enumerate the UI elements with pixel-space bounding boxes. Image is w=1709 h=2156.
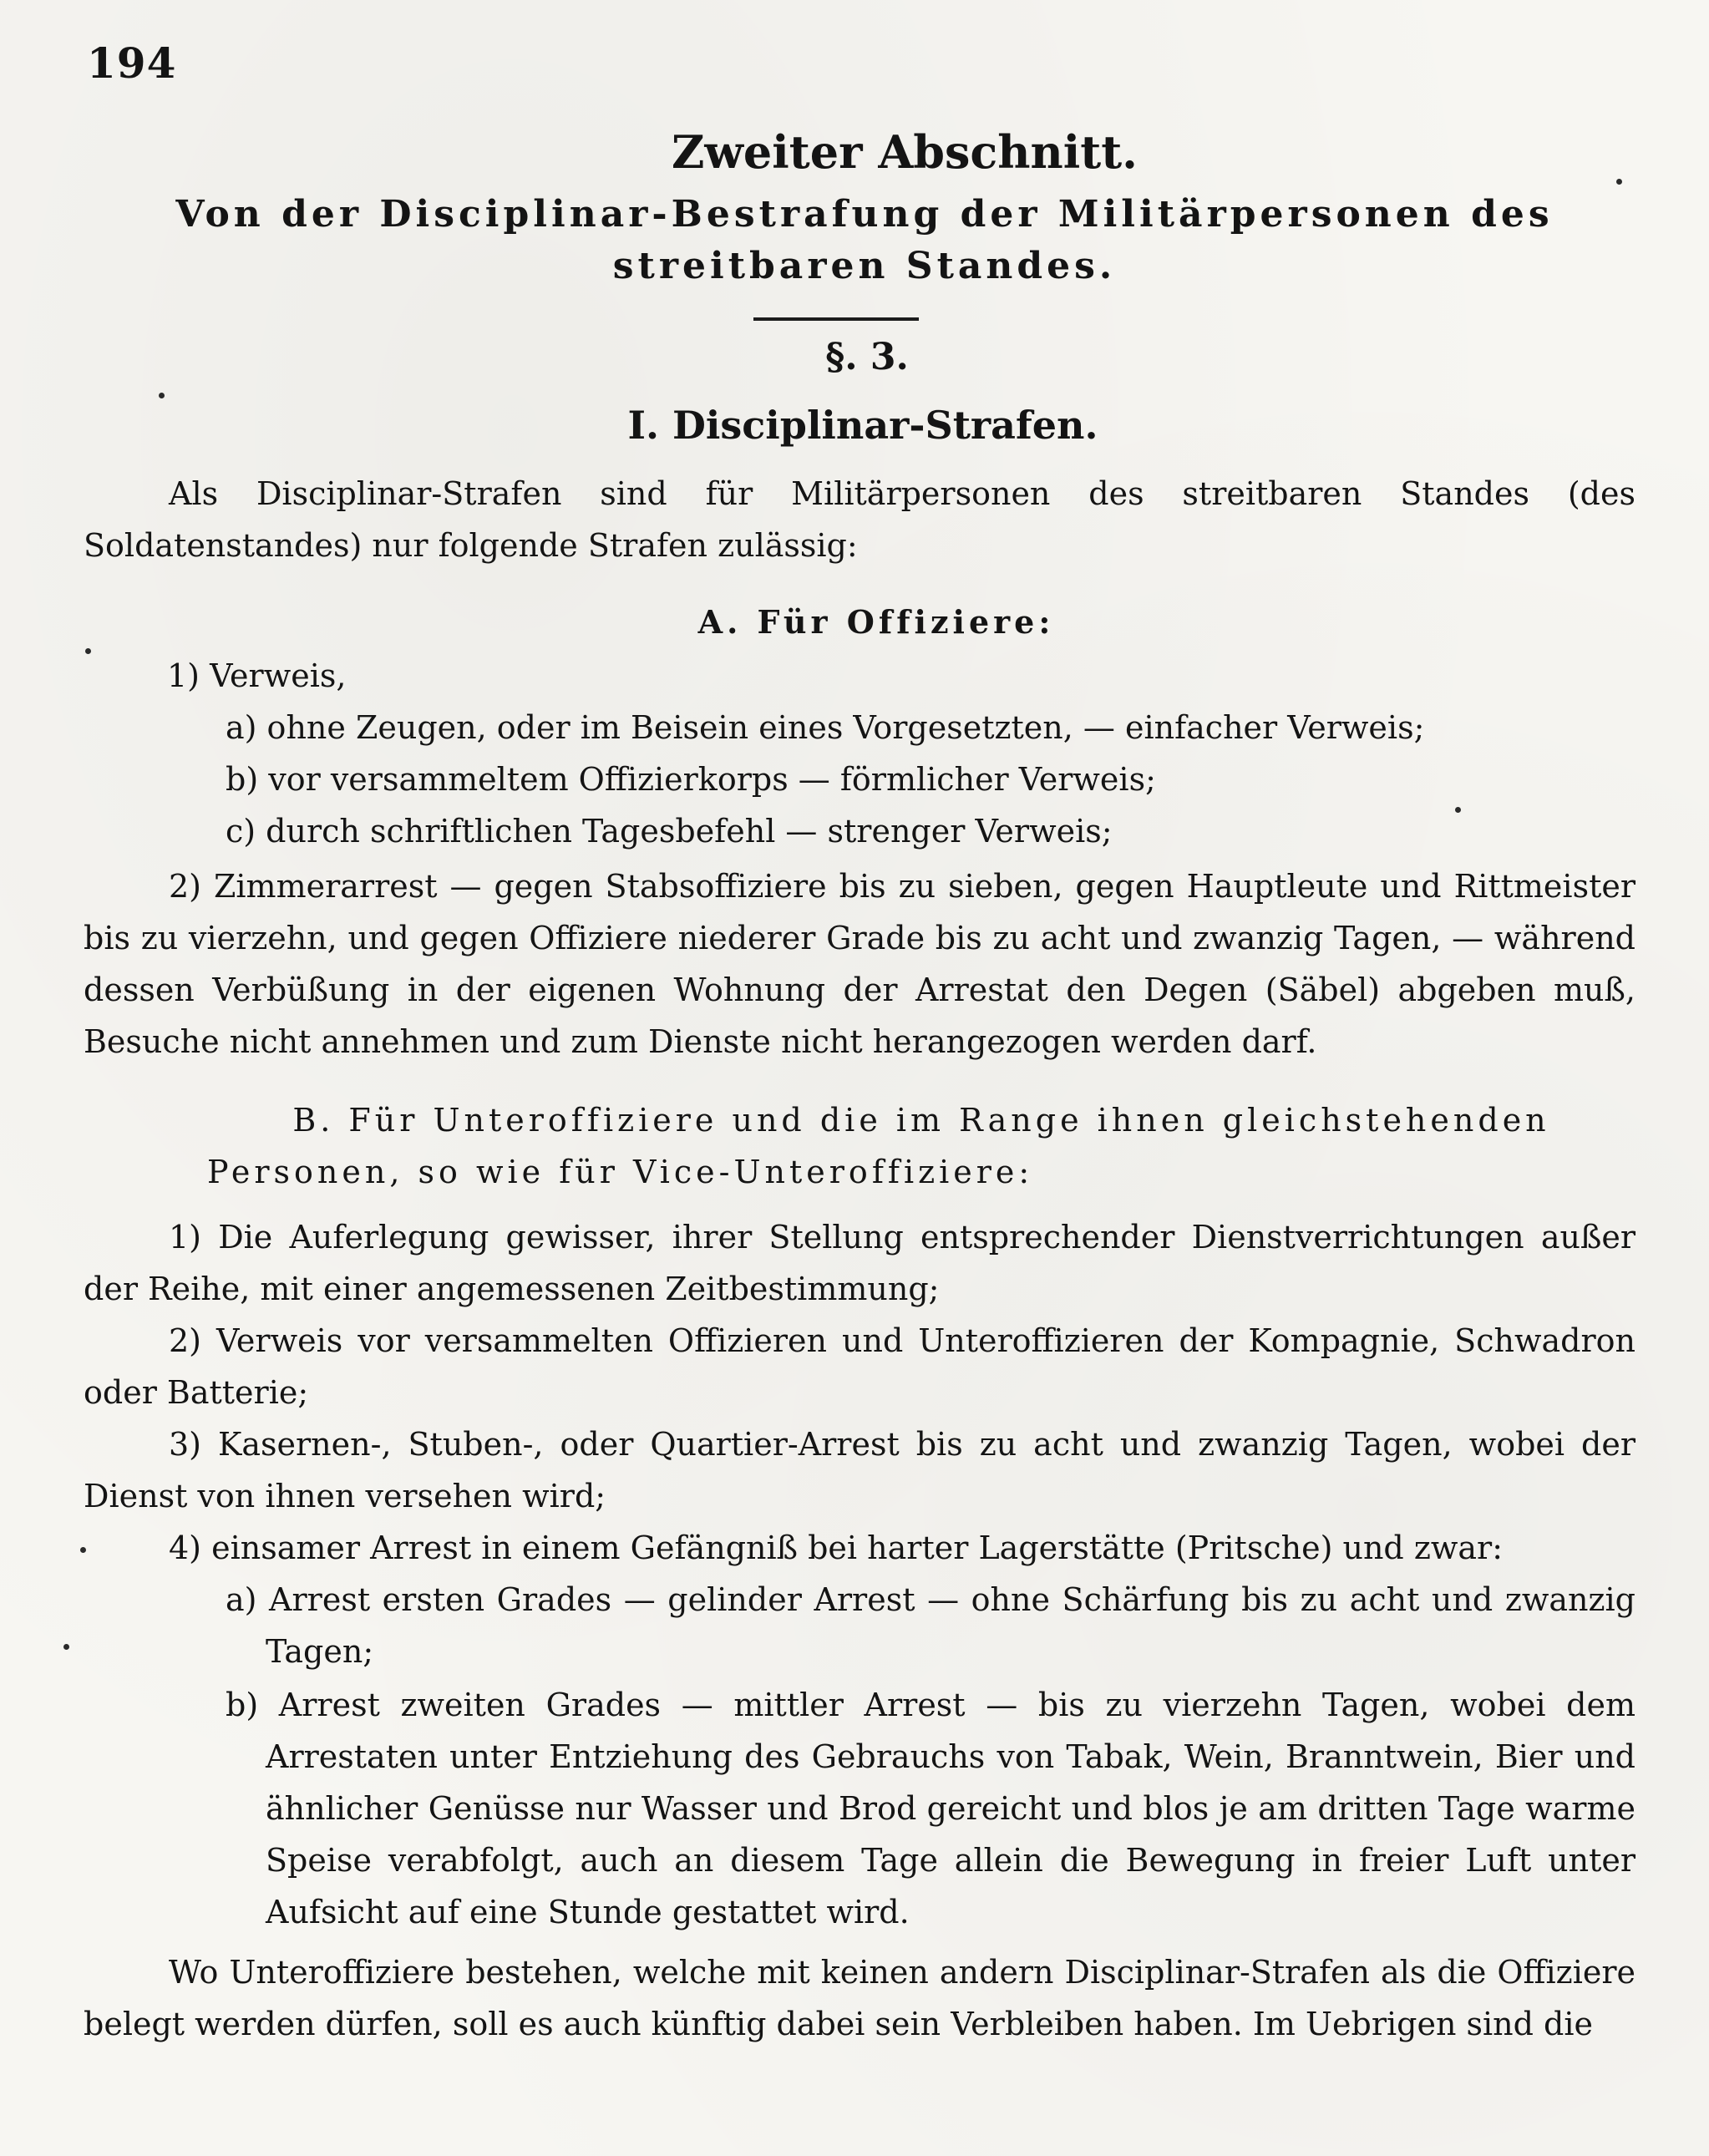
print-speck [1455, 807, 1461, 813]
print-speck [80, 1547, 86, 1553]
list-item-b4a: a) Arrest ersten Grades — gelinder Arrest — ohne Schärfung bis zu acht und zwanzig Tagen; [226, 1581, 1635, 1670]
list-item-b4: 4) einsamer Arrest in einem Gefängniß bei harter Lagerstätte (Pritsche) und zwar: [169, 1529, 1504, 1566]
intro-paragraph: Als Disciplinar-Strafen sind für Militärpersonen des streitbaren Standes (des Soldatenstandes) nur folgende Strafen zulässig: [84, 475, 1635, 564]
paragraph-number: §. 3. [825, 336, 909, 378]
section-subtitle: Von der Disciplinar-Bestrafung der Militärpersonen des streitbaren Standes. [175, 193, 1554, 287]
print-speck [85, 648, 91, 654]
section-title: Zweiter Abschnitt. [672, 125, 1138, 179]
list-item-a1c: c) durch schriftlichen Tagesbefehl — strenger Verweis; [226, 813, 1113, 850]
heading-disciplinary-punishments: I. Disciplinar-Strafen. [627, 403, 1098, 448]
list-item-b3: 3) Kasernen-, Stuben-, oder Quartier-Arrest bis zu acht und zwanzig Tagen, wobei der Dienst von ihnen versehen wird; [84, 1426, 1635, 1514]
closing-paragraph: Wo Unteroffiziere bestehen, welche mit keinen andern Disciplinar-Strafen als die Offiziere belegt werden dürfen, soll es auch künftig dabei sein Verbleiben haben. Im Uebrigen sind die [84, 1954, 1635, 2042]
print-speck [1616, 179, 1622, 185]
list-item-b1: 1) Die Auferlegung gewisser, ihrer Stellung entsprechender Dienstverrichtungen außer der Reihe, mit einer angemessenen Zeitbestimmung; [84, 1219, 1635, 1307]
list-item-b4b: b) Arrest zweiten Grades — mittler Arrest — bis zu vierzehn Tagen, wobei dem Arrestaten unter Entziehung des Gebrauchs von Tabak, Wein, Branntwein, Bier und ähnlicher Genüsse nur Wasser und Brod gereicht und blos je am dritten Tage warme Speise verabfolgt, auch an diesem Tage allein die Bewegung in freier Luft unter Aufsicht auf eine Stunde gestattet wird. [226, 1687, 1635, 1930]
print-speck [159, 393, 165, 398]
list-item-a1b: b) vor versammeltem Offizierkorps — förmlicher Verweis; [226, 761, 1156, 798]
print-speck [63, 1644, 69, 1650]
list-item-a1: 1) Verweis, [167, 657, 347, 694]
list-item-b2: 2) Verweis vor versammelten Offizieren und Unteroffizieren der Kompagnie, Schwadron oder Batterie; [84, 1322, 1635, 1411]
heading-part-b: B. Für Unteroffiziere und die im Range ihnen gleichstehenden Personen, so wie für Vice-Unteroffiziere: [207, 1102, 1550, 1190]
page-number: 194 [87, 38, 177, 88]
title-divider [753, 317, 919, 321]
list-item-a2: 2) Zimmerarrest — gegen Stabsoffiziere bis zu sieben, gegen Hauptleute und Rittmeister bis zu vierzehn, und gegen Offiziere niederer Grade bis zu acht und zwanzig Tagen, — während dessen Verbüßung in der eigenen Wohnung der Arrestat den Degen (Säbel) abgeben muß, Besuche nicht annehmen und zum Dienste nicht herangezogen werden darf. [84, 868, 1635, 1060]
list-item-a1a: a) ohne Zeugen, oder im Beisein eines Vorgesetzten, — einfacher Verweis; [226, 709, 1425, 746]
heading-part-a: A. Für Offiziere: [697, 603, 1055, 641]
